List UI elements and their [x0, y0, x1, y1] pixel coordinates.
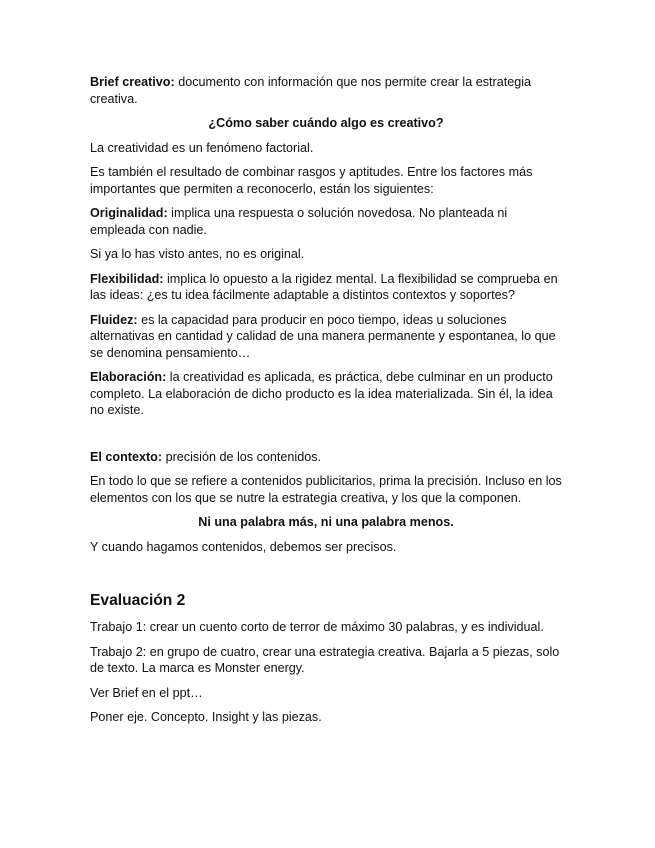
fluidez-paragraph [90, 312, 562, 362]
paragraph-cuando: Y cuando hagamos contenidos, debemos ser precisos. [90, 539, 397, 554]
flexibilidad-term: Flexibilidad: [90, 271, 164, 286]
trabajo-2: Trabajo 2: en grupo de cuatro, crear una estrategia creativa. Bajarla a 5 piezas, solo de texto. La marca es Monster energy. [90, 644, 560, 675]
evaluacion-title: Evaluación 2 [90, 592, 186, 609]
contexto-text: precisión de los contenidos. [162, 449, 321, 464]
paragraph-visto: Si ya lo has visto antes, no es original. [90, 247, 305, 261]
originalidad-text: implica una respuesta o solución novedosa. No planteada ni empleada con nadie. [90, 206, 508, 237]
brief-term: Brief creativo: [90, 75, 175, 89]
poner-eje: Poner eje. Concepto. Insight y las piezas. [90, 710, 322, 724]
heading-palabra: Ni una palabra más, ni una palabra menos. [198, 515, 454, 529]
contexto-term: El contexto: [90, 449, 163, 464]
paragraph-resultado: Es también el resultado de combinar rasgos y aptitudes. Entre los factores más importantes que permiten a reconocerlo, están los siguientes: [90, 165, 533, 196]
paragraph-fenomeno: La creatividad es un fenómeno factorial. [90, 140, 314, 155]
elaboracion-term: Elaboración: [90, 370, 167, 384]
fluidez-text: es la capacidad para producir en poco tiempo, ideas u soluciones alternativas en cantidad y calidad de una manera permanente y espontanea, lo que se denomina pensamiento… [90, 312, 556, 360]
originalidad-term: Originalidad: [90, 206, 168, 220]
elaboracion-text: la creatividad es aplicada, es práctica, debe culminar en un producto completo. La elaboración de dicho producto es la idea materializada. Sin él, la idea no existe. [90, 370, 553, 417]
brief-text: documento con información que nos permite crear la estrategia creativa. [90, 75, 532, 106]
elaboracion-paragraph [90, 369, 562, 419]
document-page [90, 74, 562, 726]
contexto-paragraph [90, 449, 562, 466]
heading-creativo: ¿Cómo saber cuándo algo es creativo? [208, 116, 444, 130]
trabajo-1: Trabajo 1: crear un cuento corto de terror de máximo 30 palabras, y es individual. [90, 620, 544, 634]
originalidad-paragraph [90, 205, 562, 238]
brief-paragraph [90, 74, 562, 107]
flexibilidad-text: implica lo opuesto a la rigidez mental. La flexibilidad se comprueba en las ideas: ¿es tu idea fácilmente adaptable a distintos contextos y soportes? [90, 271, 558, 302]
flexibilidad-paragraph [90, 271, 562, 304]
paragraph-todo: En todo lo que se refiere a contenidos publicitarios, prima la precisión. Incluso en los elementos con los que se nutre la estrategia creativa, y los que la componen. [90, 474, 562, 505]
ver-brief: Ver Brief en el ppt… [90, 685, 203, 700]
fluidez-term: Fluidez: [90, 312, 138, 327]
